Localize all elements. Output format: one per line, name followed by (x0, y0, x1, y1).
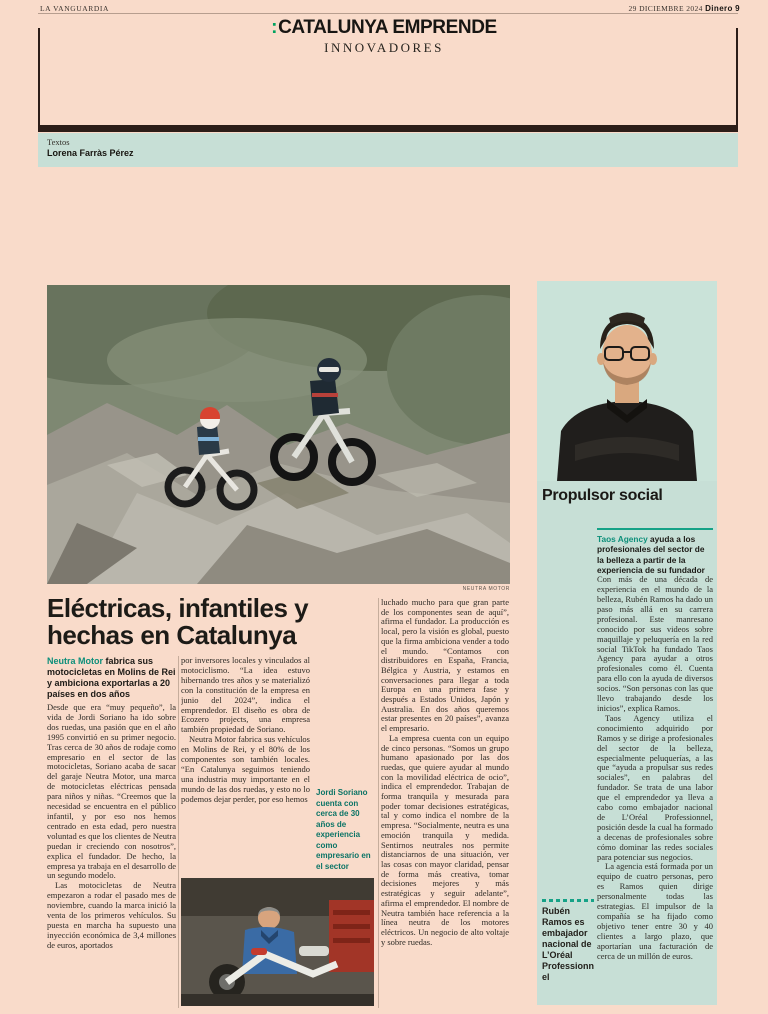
section-title (0, 17, 768, 39)
body-paragraph: La agencia está formada por un equipo de cuatro personas, pero es Ramos quien dirige personalmente todas las estrategias. El impulsor de la compañía se ha fijado como objetivo tener entre 30 y 40 clientes a largo plazo, que aportarían una facturación de cerca de un millón de euros. (597, 861, 713, 961)
body-paragraph: por inversores locales y vinculados al motociclismo. “La idea estuvo hibernando tres años y se materializó con la constitución de la empresa en junio del 2024”, indica el emprendedor. El diseño es obra de Ecozero projects, una empresa también propiedad de Soriano. (181, 656, 310, 735)
byline-label: Textos (47, 137, 70, 147)
article-column-2 (181, 656, 310, 874)
lede-company-name: Neutra Motor (47, 656, 103, 666)
page-number: 9 (735, 4, 740, 13)
photo-jordi-soriano-workshop (181, 878, 374, 1006)
body-paragraph: Desde que era “muy pequeño”, la vida de Jordi Soriano ha ido sobre dos ruedas, una pasión que en el año 1995 convirtió en su primer negocio. Tras cerca de 30 años de rodaje como empresario en el sector de las motocicletas, Soriano acaba de sacar del garaje Neutra Motor, una marca de motocicletas eléctricas pensada para niños y niñas. “Creemos que la necesidad se encuentra en el público infantil, y por eso nos hemos centrado en esta edad, pero nuestra voluntad es que los clientes de Neutra puedan ir creciendo con nosotros”, explica el fundador. De hecho, la empresa ya trabaja en el desarrollo de un segundo modelo. (47, 702, 176, 881)
caption-text: Rubén Ramos es embajador nacional de L’Oréal Professionnel (542, 906, 595, 982)
byline-box (38, 133, 738, 167)
body-paragraph: Las motocicletas de Neutra empezaron a rodar el pasado mes de noviembre, cuando la marca inició la venta de los primeros vehículos. Su puesta en marcha ha supuesto una inyección económica de 3,4 millones de euros, aportados (47, 880, 176, 950)
main-headline: Eléctricas, infantiles y hechas en Catalunya (47, 593, 309, 650)
photo-caption-ruben (542, 899, 596, 983)
article-column-3 (381, 598, 509, 1010)
body-paragraph: luchado mucho para que gran parte de los componentes sean de aquí”, afirma el fundador. La producción es local, pero la visión es global, puesto que la firma ambiciona vender a todo el mundo. “Contamos con distribuidores en España, Francia, Bélgica y Austria, y estamos en conversaciones para llegar a toda Europa en una primera fase y después a Estados Unidos, Japón y Australia. En dos años queremos estar presentes en 20 países”, avanza el empresario. (381, 598, 509, 734)
section-subtitle: INNOVADORES (324, 40, 444, 55)
portrait-ruben-ramos (537, 281, 717, 481)
side-lede-rest: ayuda a los profesionales del sector de la belleza a partir de la experiencia de su fundador (597, 534, 705, 575)
dashed-teal-rule (542, 899, 594, 902)
column-divider (378, 598, 379, 1008)
masthead: LA VANGUARDIA (40, 4, 109, 13)
teal-rule (597, 528, 713, 530)
body-paragraph: La empresa cuenta con un equipo de cinco personas. “Somos un grupo humano apasionado por las dos ruedas, que quiere ayudar al mundo con la movilidad eléctrica de ocio”, indica el emprendedor. Trabajan de forma tranquila y mesurada para poder tomar decisiones estratégicas, tal y como indica el nombre de la empresa. “Socialmente, neutra es una emoción tranquila y medida. Sentirnos neutrales nos permite distanciarnos de una situación, ver las cosas con mayor claridad, pensar de forma más creativa, tomar decisiones mejores y más estratégicas y seguir adelante”, afirma el emprendedor. El nombre de Neutra también hace referencia a la línea neutra de los motores eléctricos. Un negocio de alto voltaje y sobre ruedas. (381, 732, 509, 947)
body-paragraph: Neutra Motor fabrica sus vehículos en Molins de Rei, y el 80% de los componentes son también locales. “En Catalunya seguimos teniendo una industria muy importante en el mundo de las dos ruedas, y esto no lo podemos dejar perder, por eso hemos (181, 734, 310, 804)
folio-date-page (629, 4, 740, 13)
side-lede-company-name: Taos Agency (597, 534, 648, 544)
frame-left-rule (38, 28, 40, 125)
article-column-1 (47, 656, 176, 1008)
photo-credit: NEUTRA MOTOR (462, 586, 510, 592)
header-rule (38, 13, 738, 14)
body-paragraph: Con más de una década de experiencia en el mundo de la belleza, Rubén Ramos ha dado un paso más allá en su carrera profesional. Este manresano conocido por sus videos sobre maquillaje y peluquería en la red social TikTok ha fundado Taos Agency para ayudar a otros profesionales como él. Cuenta para ello con la ayuda de diversos socios. “Son personas con las que llevo trabajando desde los inicios”, explica Ramos. (597, 574, 713, 713)
body-paragraph: Taos Agency utiliza el conocimiento adquirido por Ramos y se dirige a profesionales del sector de la belleza, especialmente peluquerías, a las que “ayuda a propulsar sus redes sociales”, en palabras del fundador. Se trata de una labor que el emprendedor ya lleva a cabo como embajador nacional de L’Oréal Professionnel, posición desde la cual ha formado a decenas de profesionales sobre cómo dominar las redes sociales para potenciar sus negocios. (597, 712, 713, 862)
article-lede (47, 656, 176, 700)
photo-caption-jordi: Jordi Soriano cuenta con cerca de 30 años de experiencia como empresario en el sector (316, 788, 371, 871)
supplement-name: Dinero (705, 4, 733, 13)
main-photo-kids-on-electric-bikes (47, 285, 510, 584)
frame-right-rule (736, 28, 738, 125)
byline-author: Lorena Farràs Pérez (47, 148, 134, 158)
frame-bottom-bar (38, 125, 738, 132)
side-article-headline: Propulsor social (542, 487, 663, 504)
lede-rest: fabrica sus motocicletas en Molins de Rei y ambiciona exportarlas a 20 países en dos años (47, 656, 176, 699)
green-colon-icon: : (271, 17, 278, 38)
column-divider (178, 656, 179, 1008)
side-article-lede (597, 534, 713, 575)
side-article-column (597, 528, 713, 1005)
date: 29 DICIEMBRE 2024 (628, 4, 703, 13)
section-title-text: CATALUNYA EMPRENDE (278, 17, 497, 38)
